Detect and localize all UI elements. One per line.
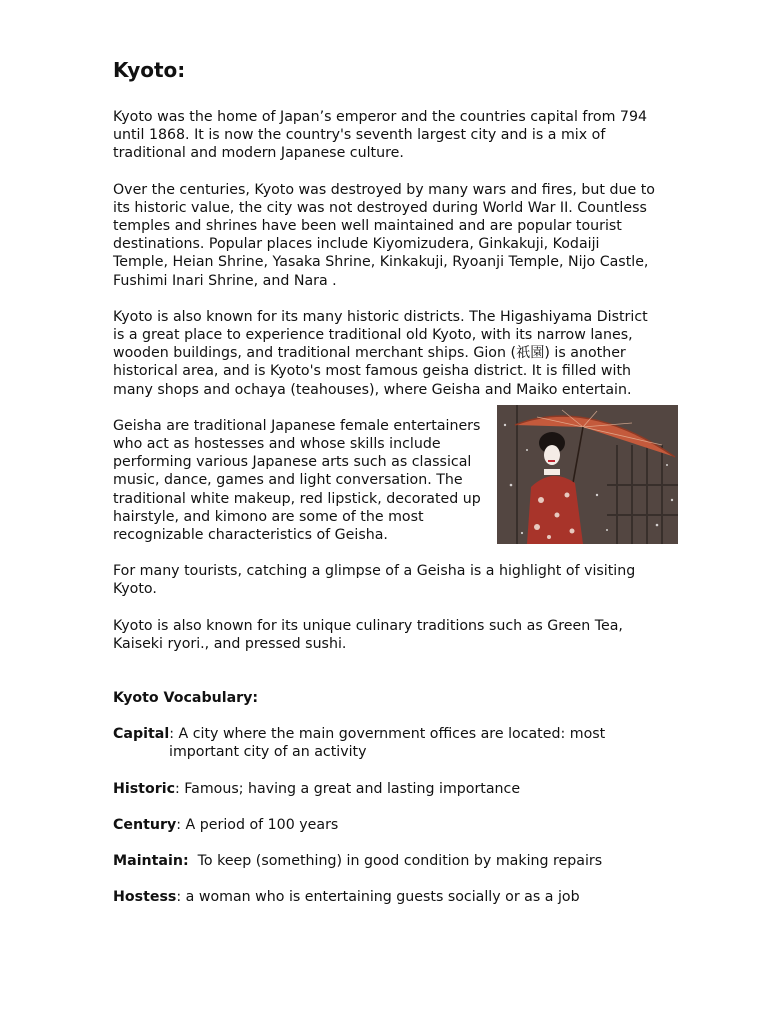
vocab-hostess (113, 888, 658, 906)
vocab-definition: : a woman who is entertaining guests socially or as a job (176, 889, 580, 906)
vocab-century (113, 816, 658, 834)
vocab-capital (113, 725, 658, 761)
vocab-term: Capital (113, 726, 170, 743)
geisha-paragraph: Geisha are traditional Japanese female entertainers who act as hostesses and whose skills include performing various Japanese arts such as classical music, dance, games and light conversation. The traditional white makeup, red lipstick, decorated up hairstyle, and kimono are some of the most recognizable characteristics of Geisha. (113, 417, 481, 544)
districts-paragraph: Kyoto is also known for its many historic districts. The Higashiyama District is a great place to experience traditional old Kyoto, with its narrow lanes, wooden buildings, and traditional merchant ships. Gion (祇園) is another historical area, and is Kyoto's most famous geisha district. It is filled with many shops and ochaya (teahouses), where Geisha and Maiko entertain. (113, 308, 648, 398)
intro-paragraph: Kyoto was the home of Japan’s emperor and the countries capital from 794 until 1868. It is now the country's seventh largest city and is a mix of traditional and modern Japanese culture. (113, 109, 647, 162)
vocab-definition-continued: important city of an activity (169, 744, 367, 761)
vocab-historic (113, 780, 658, 798)
culinary-paragraph: Kyoto is also known for its unique culinary traditions such as Green Tea, Kaiseki ryori., and pressed sushi. (113, 617, 623, 652)
vocab-definition: : A city where the main government offices are located: most (169, 726, 606, 743)
vocab-definition: : A period of 100 years (176, 816, 339, 833)
vocab-maintain (113, 852, 658, 870)
vocab-term: Historic (113, 780, 175, 797)
vocab-term: Hostess (113, 889, 177, 906)
vocab-term: Century (113, 816, 177, 833)
geisha-section (113, 417, 658, 544)
document-page (113, 58, 658, 907)
vocab-term: Maintain: (113, 853, 189, 870)
page-title: Kyoto: (113, 58, 186, 82)
geisha-photo (497, 405, 678, 544)
vocabulary-heading: Kyoto Vocabulary: (113, 690, 259, 707)
tourists-paragraph: For many tourists, catching a glimpse of a Geisha is a highlight of visiting Kyoto. (113, 563, 636, 598)
history-paragraph: Over the centuries, Kyoto was destroyed by many wars and fires, but due to its historic value, the city was not destroyed during World War II. Countless temples and shrines have been well maintained and are popular tourist destinations. Popular places include Kiyomizudera, Ginkakuji, Kodaiji Temple, Heian Shrine, Yasaka Shrine, Kinkakuji, Ryoanji Temple, Nijo Castle, Fushimi Inari Shrine, and Nara . (113, 181, 655, 289)
vocab-definition: : Famous; having a great and lasting importance (174, 780, 521, 797)
vocab-definition: To keep (something) in good condition by making repairs (188, 853, 603, 870)
